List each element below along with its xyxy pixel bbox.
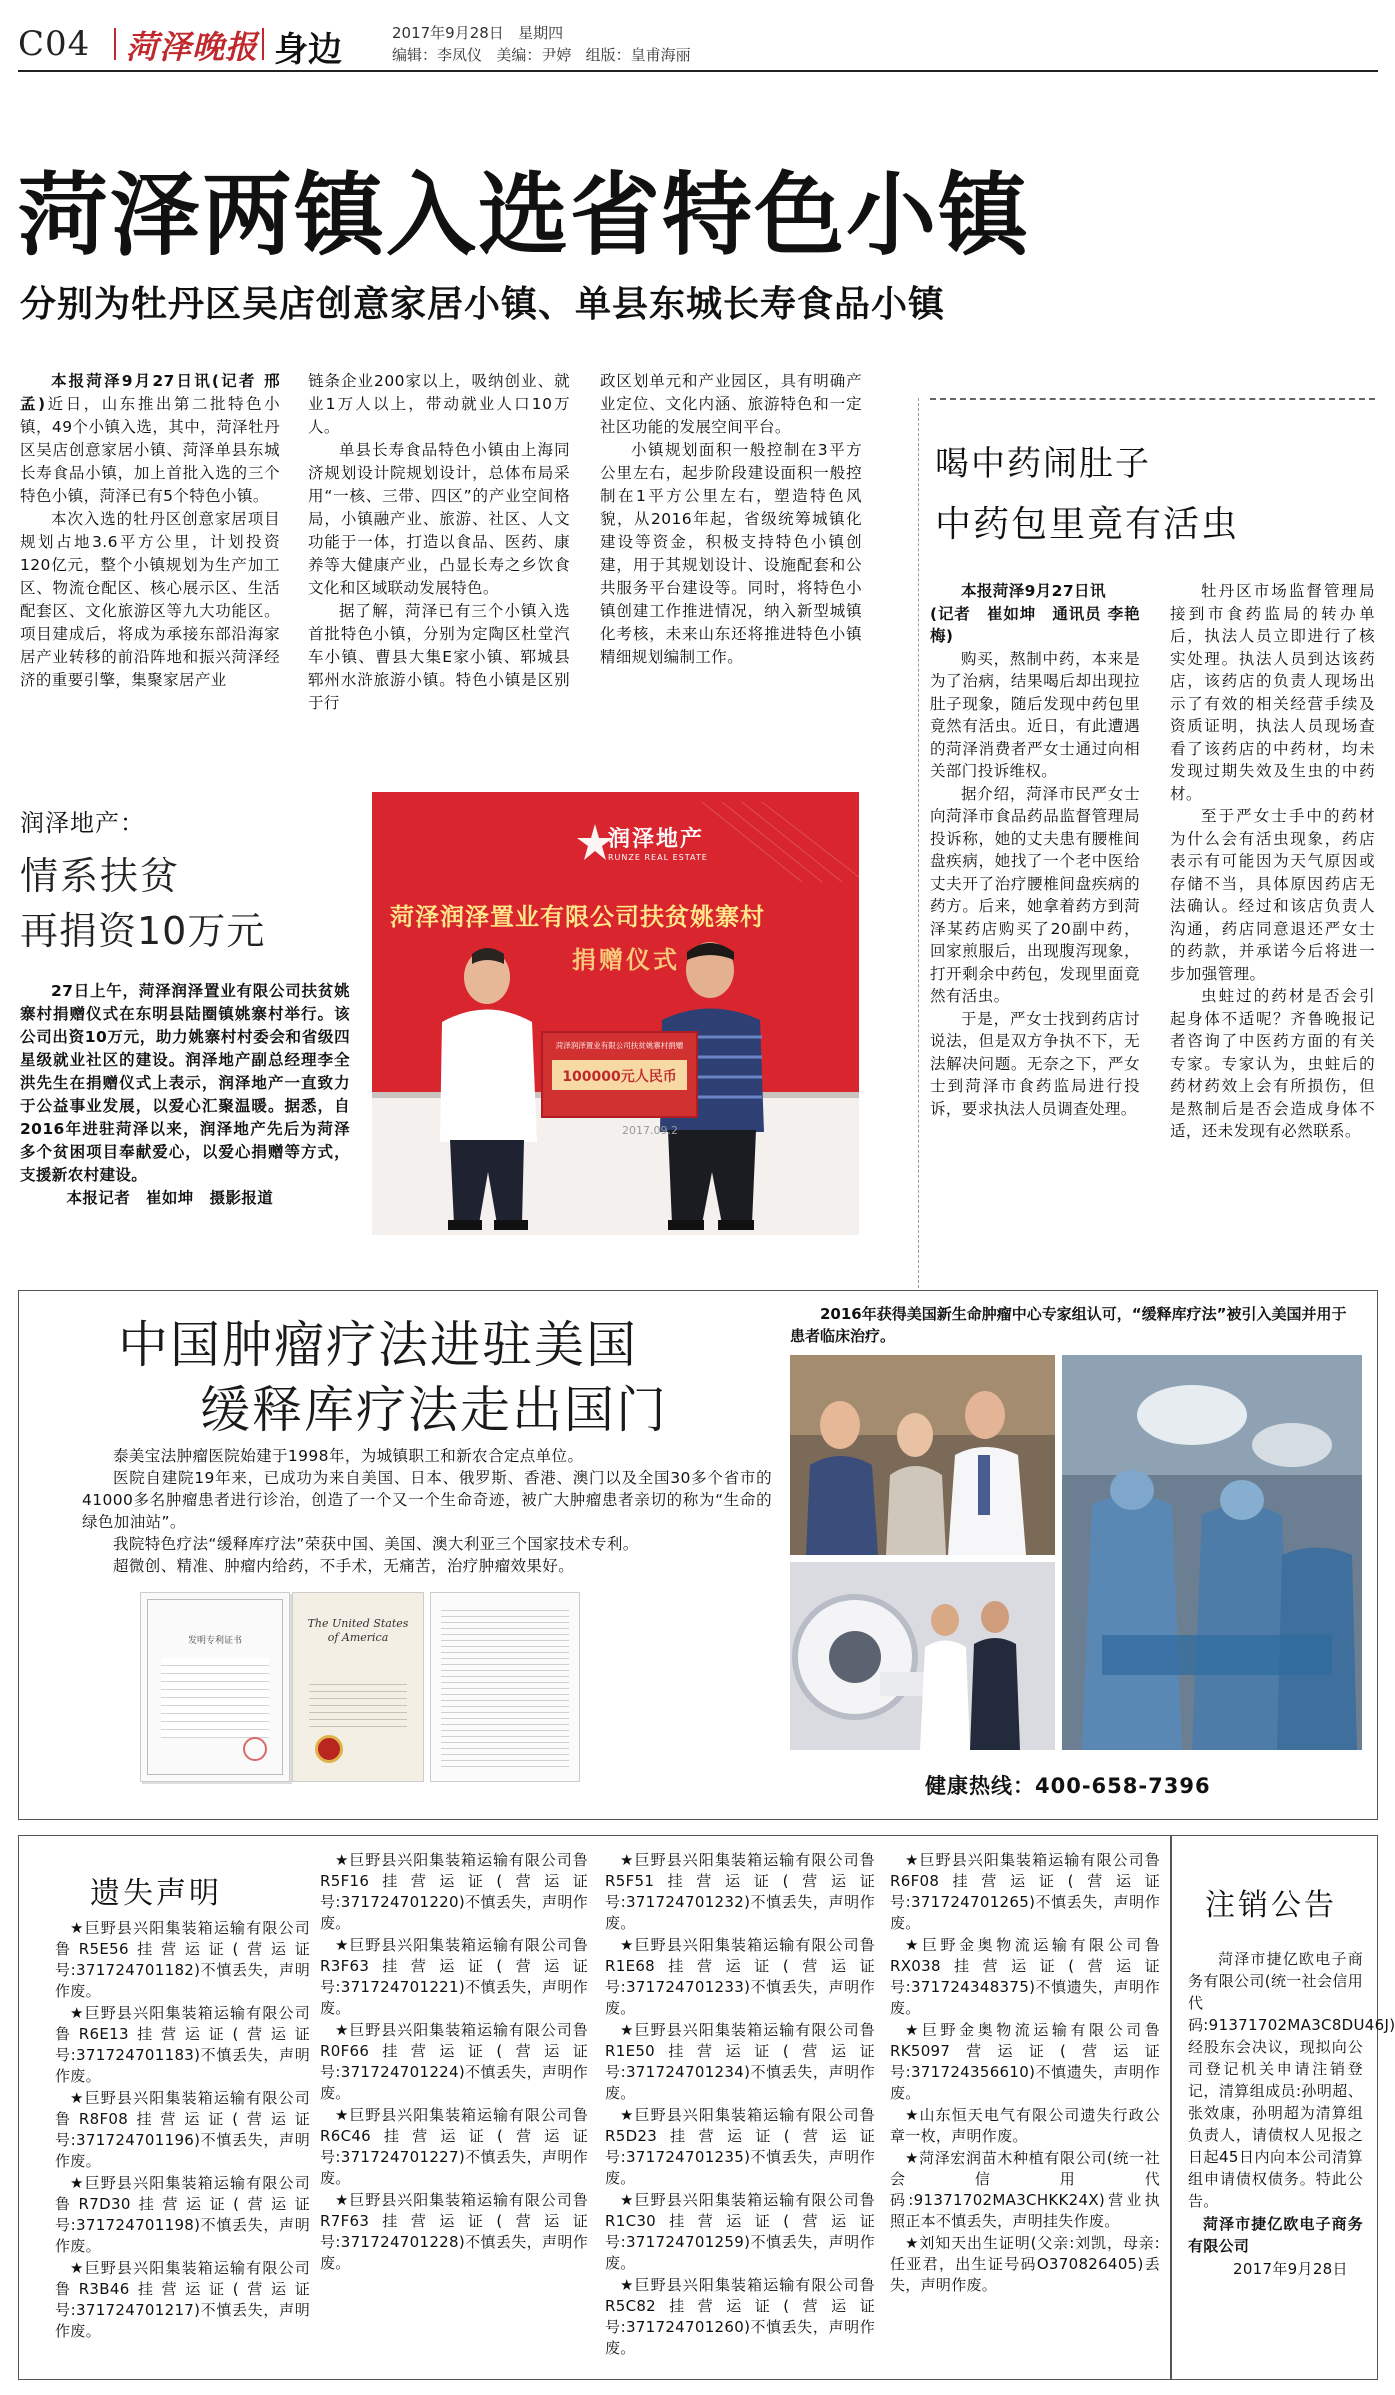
ad-photo-scanner (790, 1562, 1055, 1750)
tcm-col1-para-2: 据介绍，菏泽市民严女士向菏泽市食品药品监督管理局投诉称，她的丈夫患有腰椎间盘疾病，她找了一个老中医给丈夫开了治疗腰椎间盘疾病的药方。后来，她拿着药方到菏泽某药店购买了20副中药，回家煎服后，出现腹泻现象，打开剩余中药包，发现里面竟然有活虫。 (930, 784, 1140, 1005)
tcm-col2-para-1: 牡丹区市场监督管理局接到市食药监局的转办单后，执法人员立即进行了核实处理。执法人员到达该药店，该药店的负责人现场出示了有效的相关经营手续及资质证明，执法人员现场查看了该药店的中药材，均未发现过期失效及生虫的中药材。 (1170, 582, 1375, 803)
lead-col2-para-1: 链条企业200家以上，吸纳创业、就业1万人以上，带动就业人口10万人。 (308, 372, 570, 436)
patent-certificate-1 (140, 1592, 290, 1782)
cancel-para: 菏泽市捷亿欧电子商务有限公司(统一社会信用代码:91371702MA3C8DU46J)经股东会决议，现拟向公司登记机关申请注销登记，清算组成员:孙明超、张效康，孙明超为清算组负责人，请债权人见报之日起45日内向本公司清算组申请债权债务。特此公告。 (1188, 1950, 1395, 2210)
tcm-col1-para-1: 购买，熬制中药，本来是为了治病，结果喝后却出现拉肚子现象，随后发现中药包里竟然有活虫。近日，有此遭遇的菏泽消费者严女士通过向相关部门投诉维权。 (930, 649, 1140, 780)
lead-dateline: 本报菏泽9月27日讯(记者 邢孟) (20, 372, 280, 413)
lost-item: ★菏泽宏润苗木种植有限公司(统一社会信用代码:91371702MA3CHKK24X)营业执照正本不慎丢失，声明挂失作废。 (890, 2149, 1160, 2230)
lost-item: ★巨野县兴阳集装箱运输有限公司鲁R0F66挂营运证(营运证号:371724701224)不慎丢失，声明作废。 (320, 2021, 588, 2102)
ad-photo-surgery-graphic (1062, 1355, 1362, 1750)
lost-item: ★巨野县兴阳集装箱运输有限公司鲁R1C30挂营运证(营运证号:371724701259)不慎丢失，声明作废。 (605, 2191, 875, 2272)
cert1-seal-icon (243, 1737, 267, 1761)
editor-credit: 编辑：李凤仪 (392, 46, 483, 64)
ad-photo-scanner-graphic (790, 1562, 1055, 1750)
runze-banner: 菏泽润泽置业有限公司扶贫姚寨村 (390, 903, 765, 931)
runze-logo-cn: 润泽地产 (608, 827, 705, 852)
runze-title-1: 情系扶贫 (20, 854, 181, 898)
lost-col-1 (55, 1918, 310, 2373)
runze-kicker: 润泽地产： (20, 809, 145, 837)
lost-item: ★刘知天出生证明(父亲:刘凯，母亲:任亚君，出生证号码O370826405)丢失，声明作废。 (890, 2234, 1160, 2294)
lost-item: ★巨野县兴阳集装箱运输有限公司鲁R1E50挂营运证(营运证号:371724701234)不慎丢失，声明作废。 (605, 2021, 875, 2102)
cancel-title: 注销公告 (1205, 1888, 1337, 1923)
cancer-ad-body (82, 1445, 772, 1585)
runze-body (20, 980, 350, 1260)
lost-item: ★巨野县兴阳集装箱运输有限公司鲁R7F63挂营运证(营运证号:371724701228)不慎丢失，声明作废。 (320, 2191, 588, 2272)
cancel-body (1188, 1948, 1395, 2373)
lead-col1-para-2: 本次入选的牡丹区创意家居项目规划占地3.6平方公里，计划投资120亿元，整个小镇规划为生产加工区、物流仓配区、核心展示区、生活配套区、文化旅游区等九大功能区。项目建成后，将成为承接东部沿海家居产业转移的前沿阵地和振兴菏泽经济的重要引擎，集聚家居产业 (20, 510, 280, 689)
masthead-divider-2 (262, 28, 264, 60)
cancer-ad-para-1: 泰美宝法肿瘤医院始建于1998年，为城镇职工和新农合定点单位。 (113, 1447, 584, 1465)
lost-item: ★巨野金奥物流运输有限公司鲁RX038挂营运证(营运证号:371724348375)不慎遗失，声明作废。 (890, 1936, 1160, 2017)
lead-col-2 (308, 370, 570, 750)
ad-photo-doctors-graphic (790, 1355, 1055, 1555)
runze-byline: 本报记者 崔如坤 摄影报道 (66, 1189, 274, 1207)
lost-item: ★巨野县兴阳集装箱运输有限公司鲁R5E56挂营运证(营运证号:371724701182)不慎丢失，声明作废。 (55, 1919, 310, 2000)
ad-photo-doctors (790, 1355, 1055, 1555)
lost-col-2 (320, 1850, 588, 2375)
lead-col-1 (20, 370, 280, 765)
lost-item: ★巨野县兴阳集装箱运输有限公司鲁R3B46挂营运证(营运证号:371724701217)不慎丢失，声明作废。 (55, 2259, 310, 2340)
lost-col-4 (890, 1850, 1160, 2375)
lost-item: ★巨野县兴阳集装箱运输有限公司鲁R5F16挂营运证(营运证号:371724701220)不慎丢失，声明作废。 (320, 1851, 588, 1932)
lost-item: ★山东恒天电气有限公司遗失行政公章一枚，声明作废。 (890, 2106, 1160, 2145)
tcm-col-2 (1170, 580, 1375, 1280)
tcm-col-1 (930, 580, 1140, 1280)
masthead (18, 14, 1378, 70)
tcm-top-rule (930, 398, 1375, 400)
check-date: 2017.09.2 (622, 1124, 678, 1137)
cert2-title: The United States of America (307, 1617, 409, 1644)
tcm-headline-2: 中药包里竟有活虫 (935, 504, 1240, 545)
lead-col1-para-1: 近日，山东推出第二批特色小镇，49个小镇入选，其中，菏泽牡丹区吴店创意家居小镇、菏泽单县东城长寿食品小镇，加上首批入选的三个特色小镇，菏泽已有5个特色小镇。 (20, 395, 281, 505)
cert3-lines (441, 1605, 569, 1770)
cert2-lines (309, 1678, 407, 1733)
cancer-ad-para-2: 医院自建院19年来，已成功为来自美国、日本、俄罗斯、香港、澳门以及全国30多个省市的41000多名肿瘤患者进行诊治，创造了一个又一个生命奇迹，被广大肿瘤患者亲切的称为“生命的绿色加油站”。 (82, 1469, 772, 1531)
tcm-dateline: 本报菏泽9月27日讯 (961, 582, 1106, 600)
runze-banner-2: 捐赠仪式 (572, 946, 680, 974)
lead-headline: 菏泽两镇入选省特色小镇 (18, 162, 1030, 268)
lost-item: ★巨野县兴阳集装箱运输有限公司鲁R5F51挂营运证(营运证号:371724701232)不慎丢失，声明作废。 (605, 1851, 875, 1932)
runze-logo-text (608, 822, 708, 862)
masthead-divider (114, 28, 116, 60)
issue-date: 2017年9月28日 (392, 24, 504, 42)
layout-credit: 组版：皇甫海丽 (585, 46, 691, 64)
cert1-lines (161, 1658, 269, 1738)
tcm-col2-para-3: 虫蛀过的药材是否会引起身体不适呢？齐鲁晚报记者咨询了中医药方面的有关专家。专家认为，虫蛀后的药材药效上会有所损伤，但是熬制后是否会造成身体不适，还未发现有必然联系。 (1170, 987, 1375, 1140)
cancer-ad-title-1: 中国肿瘤疗法进驻美国 (118, 1316, 638, 1374)
lead-col-3 (600, 370, 862, 750)
lost-item: ★巨野县兴阳集装箱运输有限公司鲁R3F63挂营运证(营运证号:371724701221)不慎丢失，声明作废。 (320, 1936, 588, 2017)
lead-col3-para-2: 小镇规划面积一般控制在3平方公里左右，起步阶段建设面积一般控制在1平方公里左右，塑造特色风貌，从2016年起，省级统筹城镇化建设等资金，积极支持特色小镇创建，用于其规划设计、设施配套和公共服务平台建设等。同时，将特色小镇创建工作推进情况，纳入新型城镇化考核，未来山东还将推进特色小镇精细规划编制工作。 (600, 441, 862, 666)
lost-item: ★巨野县兴阳集装箱运输有限公司鲁R1E68挂营运证(营运证号:371724701233)不慎丢失，声明作废。 (605, 1936, 875, 2017)
tcm-col1-para-3: 于是，严女士找到药店讨说法，但是双方争执不下，无法解决问题。无奈之下，严女士到菏泽市食药监局进行投诉，要求执法人员调查处理。 (930, 1009, 1140, 1118)
runze-donation-photo (372, 792, 859, 1235)
masthead-rule (18, 70, 1378, 72)
lost-item: ★巨野县兴阳集装箱运输有限公司鲁R6E13挂营运证(营运证号:371724701183)不慎丢失，声明作废。 (55, 2004, 310, 2085)
patent-certificate-3 (430, 1592, 580, 1782)
check-amount: 100000元人民币 (562, 1069, 677, 1085)
runze-logo-en: RUNZE REAL ESTATE (608, 853, 708, 862)
lost-item: ★巨野县兴阳集装箱运输有限公司鲁R6F08挂营运证(营运证号:371724701265)不慎丢失，声明作废。 (890, 1851, 1160, 1932)
paper-logo: 菏泽晚报 (126, 28, 259, 66)
lead-col2-para-3: 据了解，菏泽已有三个小镇入选首批特色小镇，分别为定陶区杜堂汽车小镇、曹县大集E家小镇、郓城县郓州水浒旅游小镇。特色小镇是区别于行 (308, 602, 570, 712)
cancel-signature: 菏泽市捷亿欧电子商务有限公司 (1188, 2215, 1363, 2255)
cancel-date: 2017年9月28日 (1233, 2260, 1348, 2278)
lead-col2-para-2: 单县长寿食品特色小镇由上海同济规划设计院规划设计，总体布局采用“一核、三带、四区”的产业空间格局，小镇融产业、旅游、社区、人文功能于一体，打造以食品、医药、康养等大健康产业，凸显长寿之乡饮食文化和区域联动发展特色。 (308, 441, 570, 597)
lost-col-3 (605, 1850, 875, 2375)
lead-subhead: 分别为牡丹区吴店创意家居小镇、单县东城长寿食品小镇 (20, 284, 946, 325)
page-number: C04 (18, 24, 91, 64)
lost-item: ★巨野金奥物流运输有限公司鲁RK5097营运证(营运证号:371724356610)不慎遗失，声明作废。 (890, 2021, 1160, 2102)
tcm-byline: (记者 崔如坤 通讯员 李艳梅) (930, 604, 1140, 645)
section-name: 身边 (274, 30, 342, 70)
cert1-title: 发明专利证书 (187, 1636, 242, 1646)
lost-item: ★巨野县兴阳集装箱运输有限公司鲁R6C46挂营运证(营运证号:371724701227)不慎丢失，声明作废。 (320, 2106, 588, 2187)
lost-item: ★巨野县兴阳集装箱运输有限公司鲁R5C82挂营运证(营运证号:371724701260)不慎丢失，声明作废。 (605, 2276, 875, 2357)
cancer-ad-title-2: 缓释库疗法走出国门 (200, 1381, 668, 1439)
lost-item: ★巨野县兴阳集装箱运输有限公司鲁R8F08挂营运证(营运证号:371724701196)不慎丢失，声明作废。 (55, 2089, 310, 2170)
runze-title-2: 再捐资10万元 (20, 909, 266, 953)
lost-item: ★巨野县兴阳集装箱运输有限公司鲁R5D23挂营运证(营运证号:371724701235)不慎丢失，声明作废。 (605, 2106, 875, 2187)
notices-divider (1170, 1835, 1172, 2380)
ad-photo-surgery (1062, 1355, 1362, 1750)
masthead-date (392, 22, 563, 43)
patent-certificate-2 (292, 1592, 424, 1782)
tcm-column-divider (918, 398, 919, 1288)
cert2-seal-icon (315, 1735, 343, 1763)
tcm-col2-para-2: 至于严女士手中的药材为什么会有活虫现象，药店表示有可能因为天气原因或存储不当，具体原因药店无法确认。经过和该店负责人沟通，药店同意退还严女士的药款，并承诺今后将进一步加强管理。 (1170, 807, 1375, 983)
lead-col3-para-1: 政区划单元和产业园区，具有明确产业定位、文化内涵、旅游特色和一定社区功能的发展空间平台。 (600, 372, 862, 436)
issue-weekday: 星期四 (518, 24, 564, 42)
cancer-ad-para-4: 超微创、精准、肿瘤内给药，不手术，无痛苦，治疗肿瘤效果好。 (113, 1557, 575, 1575)
art-credit: 美编：尹婷 (496, 46, 572, 64)
check-title: 菏泽润泽置业有限公司扶贫姚寨村捐赠 (555, 1041, 684, 1050)
tcm-headline-1: 喝中药闹肚子 (935, 444, 1151, 484)
lost-item: ★巨野县兴阳集装箱运输有限公司鲁R7D30挂营运证(营运证号:371724701198)不慎丢失，声明作废。 (55, 2174, 310, 2255)
masthead-staff (392, 44, 691, 65)
cancer-ad-para-3: 我院特色疗法“缓释库疗法”荣获中国、美国、澳大利亚三个国家技术专利。 (113, 1535, 639, 1553)
cancer-ad-caption: 2016年获得美国新生命肿瘤中心专家组认可，“缓释库疗法”被引入美国并用于患者临床治疗。 (790, 1305, 1347, 1345)
runze-para: 27日上午，菏泽润泽置业有限公司扶贫姚寨村捐赠仪式在东明县陆圈镇姚寨村举行。该公司出资10万元，助力姚寨村村委会和省级四星级就业社区的建设。润泽地产副总经理李全洪先生在捐赠仪式上表示，润泽地产一直致力于公益事业发展，以爱心汇聚温暖。据悉，自2016年进驻菏泽以来，润泽地产先后为菏泽多个贫困项目奉献爱心，以爱心捐赠等方式，支援新农村建设。 (20, 982, 350, 1184)
lost-title: 遗失声明 (90, 1876, 222, 1911)
health-hotline: 健康热线：400-658-7396 (925, 1774, 1211, 1798)
